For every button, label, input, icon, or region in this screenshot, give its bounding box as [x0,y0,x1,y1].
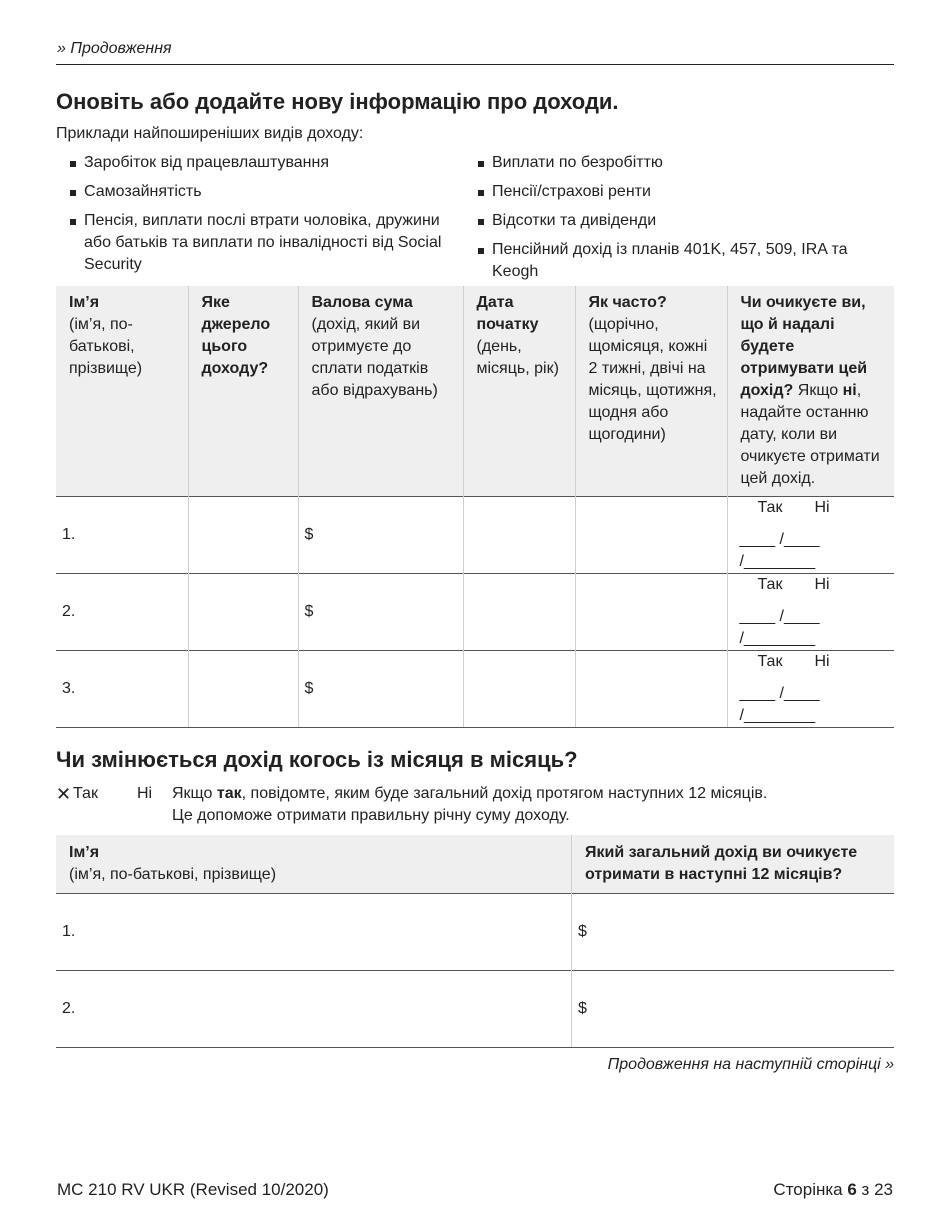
dollar-sign: $ [304,680,314,697]
list-item: Пенсії/страхові ренти [478,181,888,203]
header-gross-amount: Валова сума (дохід, який ви отримуєте до сплати податків або відрахувань) [298,286,463,497]
name-field[interactable]: 1. [56,894,572,971]
table-header-row [56,835,894,894]
table-row [56,971,894,1048]
total-amount-field[interactable] [572,894,895,971]
income-examples-left [70,152,450,283]
yes-option[interactable]: Так [757,576,783,593]
top-divider [56,64,894,65]
no-option[interactable]: Ні [814,653,830,670]
start-date-field[interactable] [463,651,575,728]
header-start-date: Дата початку (день, місяць, рік) [463,286,575,497]
dollar-sign: $ [578,923,587,940]
continued-label: » Продовження [57,40,172,57]
yes-option[interactable]: Так [73,785,98,802]
income-examples-right [478,152,888,290]
no-option[interactable]: Ні [137,785,153,802]
form-id: MC 210 RV UKR (Revised 10/2020) [57,1180,329,1199]
continue-income-field [727,497,894,574]
income-table [56,286,894,728]
table-row [56,497,894,574]
yes-option[interactable]: Так [757,653,783,670]
dollar-sign: $ [304,526,314,543]
amount-field[interactable] [298,574,463,651]
table-row [56,894,894,971]
source-field[interactable] [188,497,298,574]
dollar-sign: $ [304,603,314,620]
header-frequency: Як часто? (щорічно, щомісяця, кожні 2 тижні, двічі на місяць, щотижня, щодня або щогодини) [575,286,727,497]
row-number: 2. [56,574,188,651]
table-row [56,651,894,728]
header-source: Яке джерело цього доходу? [188,286,298,497]
header-total-income: Який загальний дохід ви очикуєте отримати в наступні 12 місяців? [572,835,895,894]
continued-next-page: Продовження на наступній сторінці » [607,1056,894,1073]
source-field[interactable] [188,651,298,728]
checkmark-x-icon[interactable]: ✕ [56,784,72,804]
header-name: Ім’я (ім’я, по-батькові, прізвище) [56,835,572,894]
list-item: Виплати по безробіттю [478,152,888,174]
header-name: Ім’я (ім’я, по-батькові, прізвище) [56,286,188,497]
table-row [56,574,894,651]
list-item: Заробіток від працевлаштування [70,152,450,174]
name-field[interactable]: 2. [56,971,572,1048]
yes-option[interactable]: Так [757,499,783,516]
page-number: Сторінка 6 з 23 [773,1180,893,1199]
list-item: Відсотки та дивіденди [478,210,888,232]
end-date-field[interactable]: ____ /____ /________ [739,531,820,570]
monthly-explanation: Якщо так, повідомте, яким буде загальний дохід протягом наступних 12 місяців. Це допоможе отримати правильну річну суму доходу. [172,785,768,824]
amount-field[interactable] [298,497,463,574]
monthly-section-title: Чи змінюється дохід когось із місяця в місяць? [56,747,578,772]
no-option[interactable]: Ні [814,576,830,593]
annual-income-table [56,835,894,1048]
list-item: Пенсійний дохід із планів 401K, 457, 509, IRA та Keogh [478,239,888,283]
list-item: Самозайнятість [70,181,450,203]
source-field[interactable] [188,574,298,651]
no-option[interactable]: Ні [814,499,830,516]
header-continue-income: Чи очикуєте ви, що й надалі будете отримувати цей дохід? Якщо ні, надайте останню дату, коли ви очикуєте отримати цей дохід. [727,286,894,497]
row-number: 3. [56,651,188,728]
continue-income-field [727,574,894,651]
end-date-field[interactable]: ____ /____ /________ [739,608,820,647]
end-date-field[interactable]: ____ /____ /________ [739,685,820,724]
frequency-field[interactable] [575,574,727,651]
income-section-title: Оновіть або додайте нову інформацію про доходи. [56,89,619,114]
frequency-field[interactable] [575,651,727,728]
table-header-row [56,286,894,497]
total-amount-field[interactable] [572,971,895,1048]
row-number: 1. [56,497,188,574]
income-examples-intro: Приклади найпоширеніших видів доходу: [56,125,364,142]
amount-field[interactable] [298,651,463,728]
dollar-sign: $ [578,1000,587,1017]
start-date-field[interactable] [463,574,575,651]
list-item: Пенсія, виплати послі втрати чоловіка, дружини або батьків та виплати по інвалідності від Social Security [70,210,450,276]
continue-income-field [727,651,894,728]
frequency-field[interactable] [575,497,727,574]
start-date-field[interactable] [463,497,575,574]
